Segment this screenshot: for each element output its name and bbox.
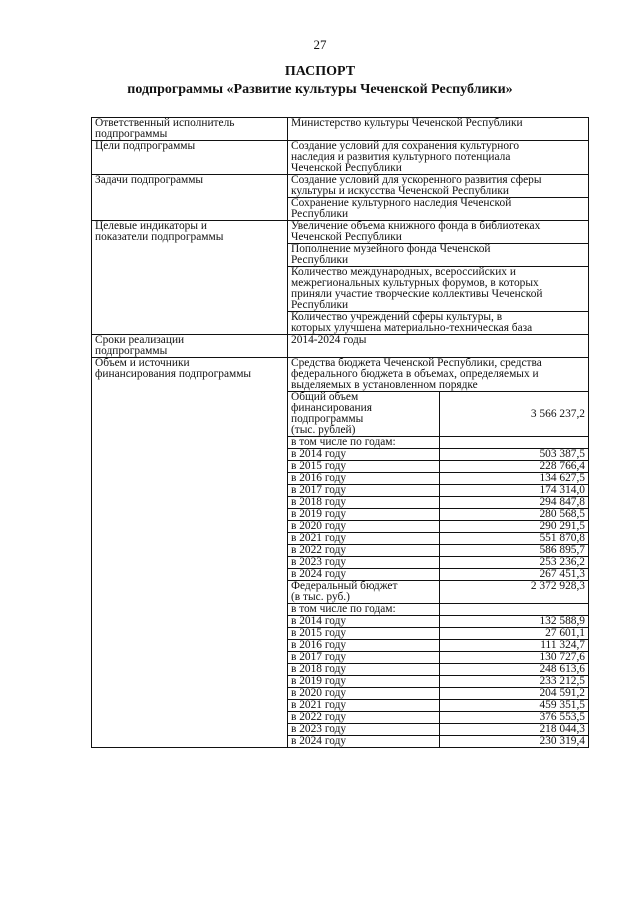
row-label: Сроки реализации подпрограммы [92,335,288,358]
total-financing-row-value: 3 566 237,2 [440,392,589,437]
year-row [288,545,588,557]
year-row-value: 503 387,5 [440,449,589,461]
year-row-label: в 2017 году [288,485,440,497]
finance-intro: Средства бюджета Чеченской Республики, средства федерального бюджета в объемах, определяемых и выделяемых в установленном порядке [288,358,589,392]
year-row-value: 134 627,5 [440,473,589,485]
federal-year-row [288,628,588,640]
federal-year-row-value: 130 727,6 [440,652,589,664]
federal-year-row [288,664,588,676]
year-row [288,485,588,497]
passport-row [92,221,589,244]
year-row [288,461,588,473]
finance-cell [288,392,589,748]
year-row-value: 551 870,8 [440,533,589,545]
federal-year-row-label: в 2021 году [288,700,440,712]
federal-by-years-row-label: в том числе по годам: [288,604,440,616]
year-row-label: в 2022 году [288,545,440,557]
federal-year-row-value: 459 351,5 [440,700,589,712]
row-value: Создание условий для ускоренного развития сферы культуры и искусства Чеченской Республики [288,175,589,198]
federal-year-row [288,688,588,700]
federal-by-years-row-value [440,604,589,616]
federal-year-row-value: 218 044,3 [440,724,589,736]
year-row [288,509,588,521]
by-years-row-label: в том числе по годам: [288,437,440,449]
document-subtitle: подпрограммы «Развитие культуры Чеченской Республики» [127,82,513,97]
federal-year-row-label: в 2017 году [288,652,440,664]
by-years-row [288,437,588,449]
federal-year-row-label: в 2024 году [288,736,440,748]
federal-year-row-label: в 2018 году [288,664,440,676]
federal-year-row [288,640,588,652]
federal-year-row-value: 111 324,7 [440,640,589,652]
year-row-label: в 2018 году [288,497,440,509]
year-row-label: в 2015 году [288,461,440,473]
year-row [288,497,588,509]
federal-year-row-value: 233 212,5 [440,676,589,688]
row-value: Количество учреждений сферы культуры, в которых улучшена материально-техническая база [288,312,589,335]
year-row [288,473,588,485]
passport-row [92,118,589,141]
finance-table [288,392,588,747]
row-label: Задачи подпрограммы [92,175,288,221]
federal-year-row [288,616,588,628]
federal-year-row [288,712,588,724]
row-value: 2014-2024 годы [288,335,589,358]
federal-by-years-row [288,604,588,616]
year-row-value: 228 766,4 [440,461,589,473]
total-financing-row [288,392,588,437]
year-row-label: в 2019 году [288,509,440,521]
year-row-value: 253 236,2 [440,557,589,569]
federal-year-row-value: 376 553,5 [440,712,589,724]
year-row [288,557,588,569]
year-row-value: 586 895,7 [440,545,589,557]
federal-year-row [288,736,588,748]
federal-year-row [288,676,588,688]
passport-row [92,175,589,198]
row-label: Ответственный исполнитель подпрограммы [92,118,288,141]
federal-year-row-value: 132 588,9 [440,616,589,628]
federal-year-row-value: 230 319,4 [440,736,589,748]
passport-table [91,117,589,748]
document-title: ПАСПОРТ [284,64,356,79]
year-row [288,569,588,581]
row-value: Пополнение музейного фонда Чеченской Республики [288,244,589,267]
federal-budget-row [288,581,588,604]
year-row-label: в 2016 году [288,473,440,485]
year-row-label: в 2020 году [288,521,440,533]
federal-year-row-label: в 2020 году [288,688,440,700]
year-row [288,533,588,545]
year-row-value: 280 568,5 [440,509,589,521]
year-row-value: 290 291,5 [440,521,589,533]
federal-year-row-value: 27 601,1 [440,628,589,640]
year-row-value: 174 314,0 [440,485,589,497]
federal-year-row-label: в 2022 году [288,712,440,724]
row-label: Целевые индикаторы и показатели подпрограммы [92,221,288,335]
row-value: Количество международных, всероссийских и межрегиональных культурных форумов, в которых приняли участие творческие коллективы Чеченской Республики [288,267,589,312]
federal-year-row-value: 248 613,6 [440,664,589,676]
year-row-label: в 2024 году [288,569,440,581]
by-years-row-value [440,437,589,449]
federal-year-row-label: в 2019 году [288,676,440,688]
row-label: Объем и источники финансирования подпрограммы [92,358,288,748]
federal-year-row [288,700,588,712]
federal-year-row-label: в 2015 году [288,628,440,640]
federal-budget-row-value: 2 372 928,3 [440,581,589,604]
passport-row [92,358,589,392]
year-row-value: 267 451,3 [440,569,589,581]
federal-year-row [288,652,588,664]
federal-year-row-label: в 2023 году [288,724,440,736]
year-row-label: в 2023 году [288,557,440,569]
year-row [288,449,588,461]
federal-year-row-label: в 2014 году [288,616,440,628]
year-row-value: 294 847,8 [440,497,589,509]
total-financing-row-label: Общий объем финансирования подпрограммы (тыс. рублей) [288,392,440,437]
year-row-label: в 2014 году [288,449,440,461]
federal-year-row [288,724,588,736]
row-label: Цели подпрограммы [92,141,288,175]
federal-year-row-value: 204 591,2 [440,688,589,700]
row-value: Министерство культуры Чеченской Республики [288,118,589,141]
passport-row [92,141,589,175]
row-value: Увеличение объема книжного фонда в библиотеках Чеченской Республики [288,221,589,244]
federal-budget-row-label: Федеральный бюджет (в тыс. руб.) [288,581,440,604]
page-number: 27 [313,37,327,52]
row-value: Сохранение культурного наследия Чеченской Республики [288,198,589,221]
row-value: Создание условий для сохранения культурного наследия и развития культурного потенциала Чеченской Республики [288,141,589,175]
passport-row [92,335,589,358]
year-row-label: в 2021 году [288,533,440,545]
year-row [288,521,588,533]
federal-year-row-label: в 2016 году [288,640,440,652]
